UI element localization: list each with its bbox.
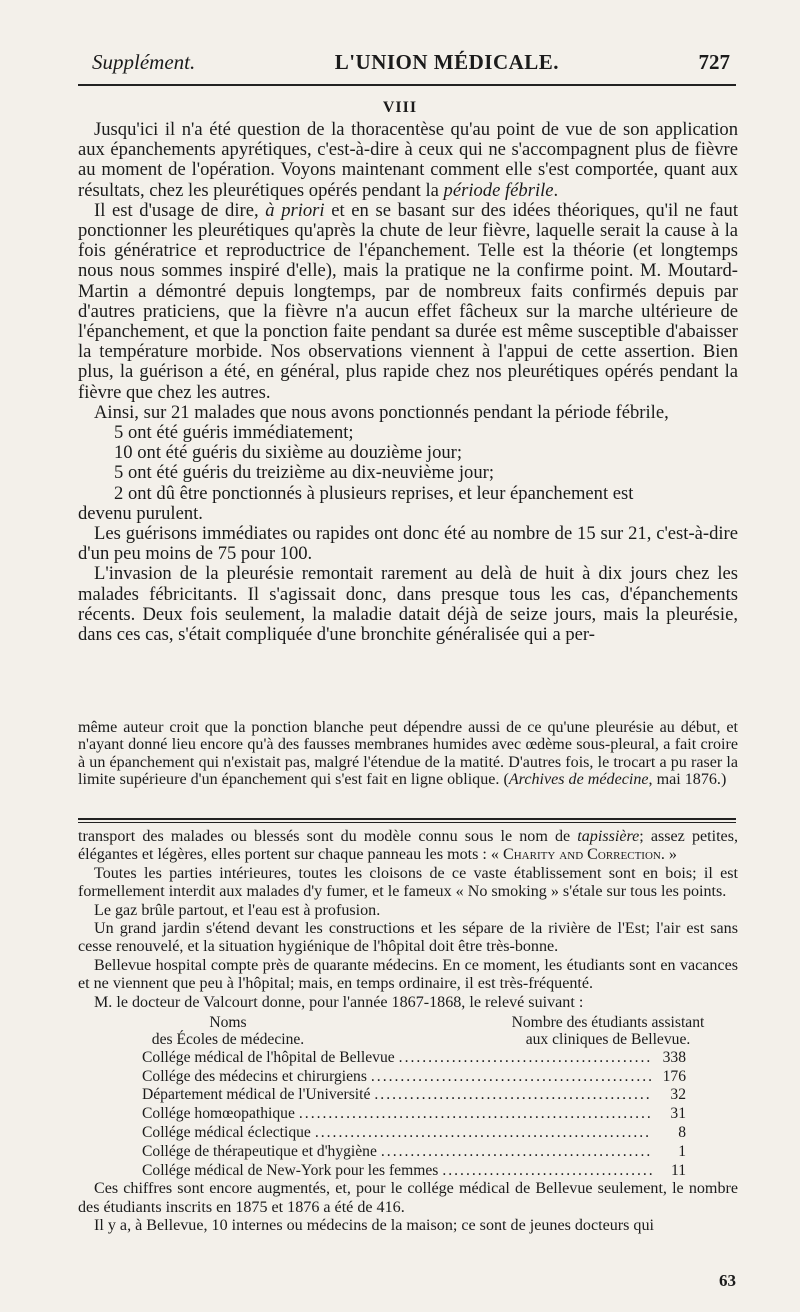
paragraph: Toutes les parties intérieures, toutes les cloisons de ce vaste établissement sont en bois; il est formellement interdit aux malades d'y fumer, et le fameux « No smoking » s'étale sur tous les points. bbox=[78, 864, 738, 901]
paragraph: Les guérisons immédiates ou rapides ont donc été au nombre de 15 sur 21, c'est-à-dire d'un peu moins de 75 pour 100. bbox=[78, 523, 738, 565]
page-number: 727 bbox=[698, 50, 730, 74]
paragraph: L'invasion de la pleurésie remontait rarement au delà de huit à dix jours chez les malades fébricitants. Il s'agissait donc, dans presque tous les cas, d'épanchements récents. Deux fois seulement, la maladie datait déjà de seize jours, mais la pleurésie, dans ces cas, s'était compliquée d'une bronchite généralisée qui a per- bbox=[78, 563, 738, 646]
paragraph: Ces chiffres sont encore augmentés, et, pour le collége médical de Bellevue seulement, le nombre des étudiants inscrits en 1875 et 1876 a été de 416. bbox=[78, 1180, 738, 1216]
paragraph: Un grand jardin s'étend devant les constructions et les sépare de la rivière de l'Est; l'air est sans cesse renouvelé, et la situation hygiénique de l'hôpital doit être très-bonne. bbox=[78, 920, 738, 956]
table-row: Collége médical éclectique ..... 8 bbox=[78, 1124, 738, 1143]
column-header-schools: Noms des Écoles de médecine. bbox=[151, 1014, 305, 1049]
list-item: 5 ont été guéris du treizième au dix-neuvième jour; bbox=[114, 462, 495, 484]
header-rule bbox=[78, 84, 736, 86]
paragraph: Le gaz brûle partout, et l'eau est à profusion. bbox=[94, 901, 381, 919]
running-header bbox=[92, 50, 730, 80]
list-continuation: devenu purulent. bbox=[78, 502, 203, 524]
table-row: Département médical de l'Université ..... 32 bbox=[78, 1086, 738, 1105]
feuilleton-rule bbox=[78, 818, 736, 820]
signature-mark: 63 bbox=[719, 1271, 736, 1290]
paragraph: Il est d'usage de dire, à priori et en se basant sur des idées théoriques, qu'il ne faut ponctionner les pleurétiques qu'après la chute de leur fièvre, laquelle serait la cause à la fois génératrice et reproductrice de l'épanchement. Telle est la théorie (et longtemps nous nous sommes inspiré d'elle), mais la pratique ne la confirme point. M. Moutard-Martin a démontré depuis longtemps, par de nombreux faits confirmés depuis par d'autres praticiens, que la fièvre n'a aucun effet fâcheux sur la marche ultérieure de l'épanchement, et que la ponction faite pendant sa durée est même susceptible d'abaisser la température morbide. Nos observations viennent à l'appui de cette assertion. Bien plus, la guérison a été, en général, plus rapide chez nos pleurétiques opérés pendant la fièvre que chez les autres. bbox=[78, 199, 739, 403]
table-header bbox=[78, 1014, 738, 1049]
feuilleton-rule-thin bbox=[78, 822, 736, 823]
paragraph: Ainsi, sur 21 malades que nous avons ponctionnés pendant la période fébrile, bbox=[94, 401, 669, 423]
table-row: Collége médical de New-York pour les femmes ..... 11 bbox=[78, 1162, 738, 1181]
footnote bbox=[78, 719, 738, 789]
footnote-text: même auteur croit que la ponction blanche peut dépendre aussi de ce qu'une pleurésie au début, et n'ayant donné lieu encore qu'à des fausses membranes humides avec œdème sous-pleural, a fait croire à un épanchement qui n'existait pas, malgré l'étendue de la matité. D'autres fois, le trocart a pu raser la limite supérieure d'un épanchement qui s'est fait en ligne oblique. (Archives de médecine, mai 1876.) bbox=[78, 719, 738, 789]
paragraph: Jusqu'ici il n'a été question de la thoracentèse qu'au point de vue de son application aux épanchements apyrétiques, c'est-à-dire à ceux qui ne s'accompagnent plus de fièvre au moment de l'opération. Voyons maintenant comment elle s'est comportée, quant aux résultats, chez les pleurétiques opérés pendant la période fébrile. bbox=[78, 119, 738, 201]
list-item: 5 ont été guéris immédiatement; bbox=[114, 422, 354, 444]
table-row: Collége homœopathique ..... 31 bbox=[78, 1105, 738, 1124]
column-header-students: Nombre des étudiants assistant aux cliniques de Bellevue. bbox=[511, 1014, 705, 1049]
table-row: Collége des médecins et chirurgiens ..... 176 bbox=[78, 1068, 738, 1087]
table-row: Collége de thérapeutique et d'hygiène ..... 1 bbox=[78, 1143, 738, 1162]
header-supplement: Supplément. bbox=[92, 50, 196, 74]
schools-table bbox=[78, 1049, 738, 1181]
paragraph: Il y a, à Bellevue, 10 internes ou médecins de la maison; ce sont de jeunes docteurs qui bbox=[94, 1217, 654, 1235]
paragraph: M. le docteur de Valcourt donne, pour l'année 1867-1868, le relevé suivant : bbox=[94, 993, 584, 1011]
paragraph: transport des malades ou blessés sont du modèle connu sous le nom de tapissière; assez petites, élégantes et légères, elles portent sur chaque panneau les mots : « Charity and Correction. » bbox=[78, 828, 738, 864]
table-row: Collége médical de l'hôpital de Bellevue ..... 338 bbox=[78, 1049, 738, 1068]
section-number: VIII bbox=[382, 99, 418, 116]
results-list bbox=[78, 423, 738, 504]
main-text bbox=[78, 120, 738, 645]
paragraph: Bellevue hospital compte près de quarante médecins. En ce moment, les étudiants sont en vacances et ne viennent que peu à l'hôpital; mais, en temps ordinaire, il est très-fréquenté. bbox=[78, 956, 738, 993]
journal-title: L'UNION MÉDICALE. bbox=[334, 50, 560, 74]
list-item: 10 ont été guéris du sixième au douzième jour; bbox=[114, 442, 463, 464]
list-item: 2 ont dû être ponctionnés à plusieurs reprises, et leur épanchement est bbox=[114, 482, 634, 504]
feuilleton-text bbox=[78, 828, 738, 1236]
